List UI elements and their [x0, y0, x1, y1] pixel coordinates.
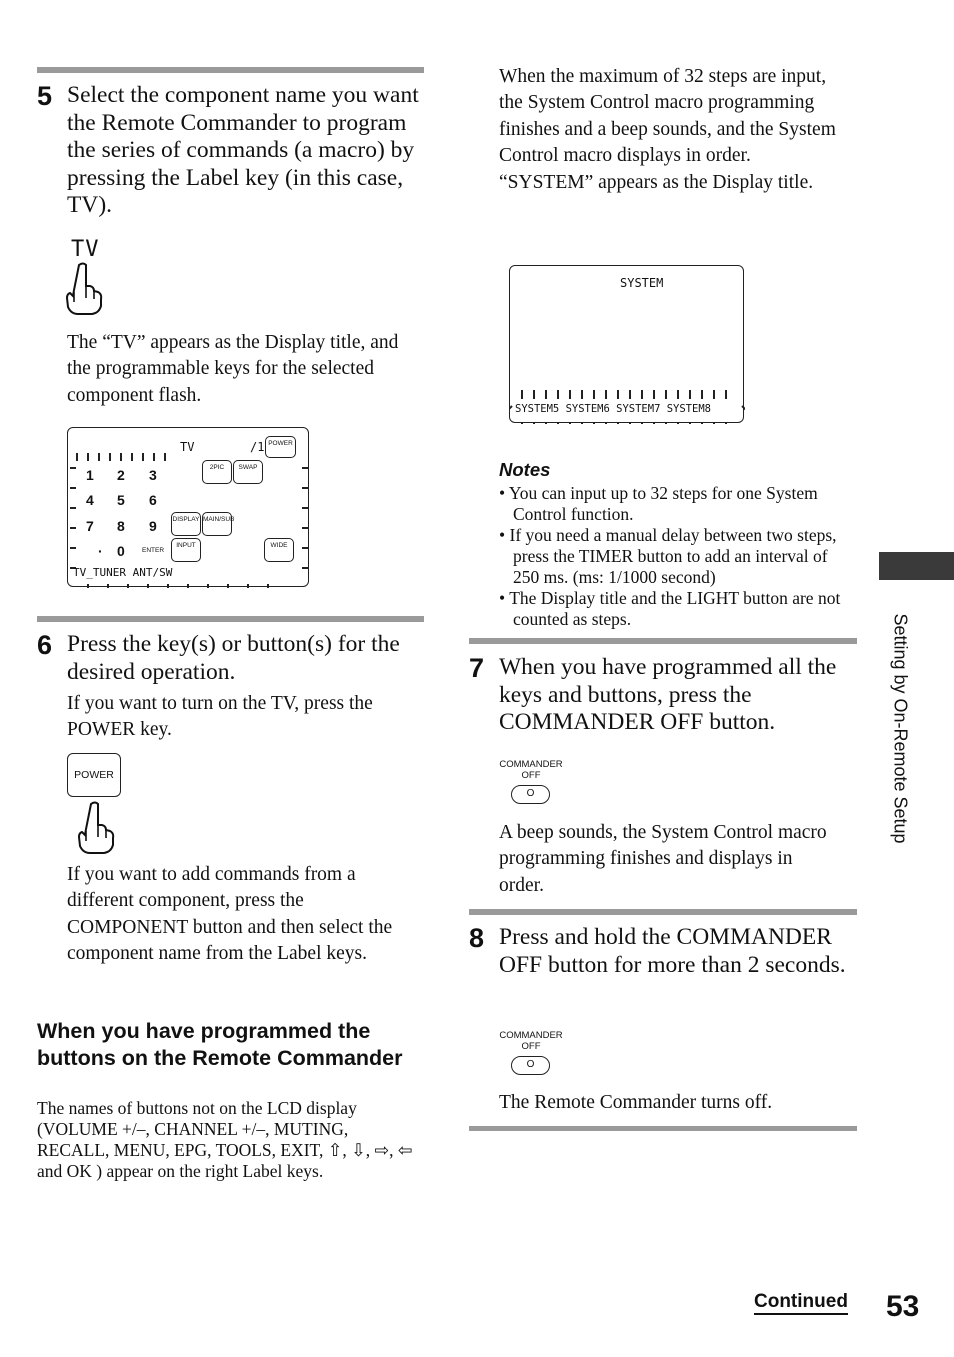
system-lcd-display	[509, 265, 744, 423]
lcd-bottom-labels: TV_TUNER ANT/SW	[73, 566, 173, 579]
step8-description: The Remote Commander turns off.	[499, 1092, 773, 1113]
system-intro: When the maximum of 32 steps are input, the System Control macro programming finishes and a beep sounds, and the System Control macro displays in order. “SYSTEM” appears as the Display title.	[499, 66, 836, 193]
step6-rule	[37, 616, 424, 622]
lcd-input-key: INPUT	[171, 538, 201, 562]
commander-off-button: O	[511, 1056, 550, 1075]
lcd-key-7: 7	[86, 518, 94, 534]
lcd-key-9: 9	[149, 518, 157, 534]
step6-description: If you want to add commands from a different component, press the COMPONENT button and then select the component name from the Label keys.	[67, 864, 393, 965]
commander-off-label: COMMANDER OFF	[499, 759, 563, 781]
lcd-key-3: 3	[149, 467, 157, 483]
section-body: The names of buttons not on the LCD display (VOLUME +/–, CHANNEL +/–, MUTING, RECALL, MENU, EPG, TOOLS, EXIT, ⇧, ⇩, ⇨, ⇦ and OK ) appear on the right Label keys.	[37, 1098, 413, 1181]
step8-rule	[469, 909, 857, 915]
step5-description: The “TV” appears as the Display title, and the programmable keys for the selected component flash.	[67, 332, 399, 406]
note-item: • If you need a manual delay between two steps, press the TIMER button to add an interval of 250 ms. (ms: 1/1000 second)	[499, 525, 837, 587]
lcd-key-6: 6	[149, 492, 157, 508]
lcd-channel-glyph: /1	[250, 440, 265, 454]
step6-sub: If you want to turn on the TV, press the POWER key.	[67, 693, 373, 741]
lcd-title: TV	[180, 440, 195, 454]
end-rule	[469, 1126, 857, 1131]
lcd-swap-key: SWAP	[233, 460, 263, 484]
lcd-power-key: POWER	[265, 436, 296, 458]
pointing-hand-icon	[64, 262, 104, 316]
step8-number: 8	[469, 923, 485, 953]
step7-rule	[469, 638, 857, 644]
system-lcd-title: SYSTEM	[620, 276, 664, 290]
continued-label: Continued	[754, 1291, 848, 1315]
system-lcd-labels: SYSTEM5 SYSTEM6 SYSTEM7 SYSTEM8	[515, 403, 711, 415]
notes-title: Notes	[499, 459, 551, 480]
page-number: 53	[886, 1290, 920, 1323]
commander-off-button: O	[511, 785, 550, 804]
side-tab-marker	[879, 552, 954, 580]
step5-number: 5	[37, 81, 53, 111]
lcd-key-1: 1	[86, 467, 94, 483]
step7-number: 7	[469, 653, 485, 683]
step6-number: 6	[37, 630, 53, 660]
pointing-hand-icon	[76, 801, 116, 855]
step8-text: Press and hold the COMMANDER OFF button for more than 2 seconds.	[499, 924, 846, 978]
step5-display-label: TV	[71, 237, 100, 262]
notes-list	[499, 483, 849, 630]
commander-off-label: COMMANDER OFF	[499, 1030, 563, 1052]
system-lcd-ticks	[510, 266, 745, 424]
lcd-key-8: 8	[117, 518, 125, 534]
lcd-wide-key: WIDE	[264, 538, 294, 562]
lcd-mainsub-key: MAIN/SUB	[202, 512, 232, 536]
side-tab-label: Setting by On-Remote Setup	[890, 613, 911, 844]
lcd-enter-label: ENTER	[142, 547, 165, 554]
step7-text: When you have programmed all the keys and buttons, press the COMMANDER OFF button.	[499, 654, 837, 736]
note-item: • The Display title and the LIGHT button are not counted as steps.	[499, 588, 841, 629]
lcd-key-dot: ·	[98, 543, 103, 559]
step5-text: Select the component name you want the Remote Commander to program the series of commands (a macro) by pressing the Label key (in this case, TV).	[67, 82, 419, 219]
step5-rule	[37, 67, 424, 73]
lcd-key-5: 5	[117, 492, 125, 508]
step6-text: Press the key(s) or button(s) for the desired operation.	[67, 631, 400, 685]
step7-description: A beep sounds, the System Control macro programming finishes and displays in order.	[499, 822, 827, 896]
tv-lcd-display	[67, 427, 309, 587]
note-item: • You can input up to 32 steps for one System Control function.	[499, 483, 818, 524]
lcd-2pic-key: 2PIC	[202, 460, 232, 484]
power-key: POWER	[67, 753, 121, 797]
lcd-key-4: 4	[86, 492, 94, 508]
section-heading: When you have programmed the buttons on the Remote Commander	[37, 1019, 403, 1070]
lcd-display-key: DISPLAY	[171, 512, 201, 536]
lcd-key-0: 0	[117, 543, 125, 559]
lcd-key-2: 2	[117, 467, 125, 483]
